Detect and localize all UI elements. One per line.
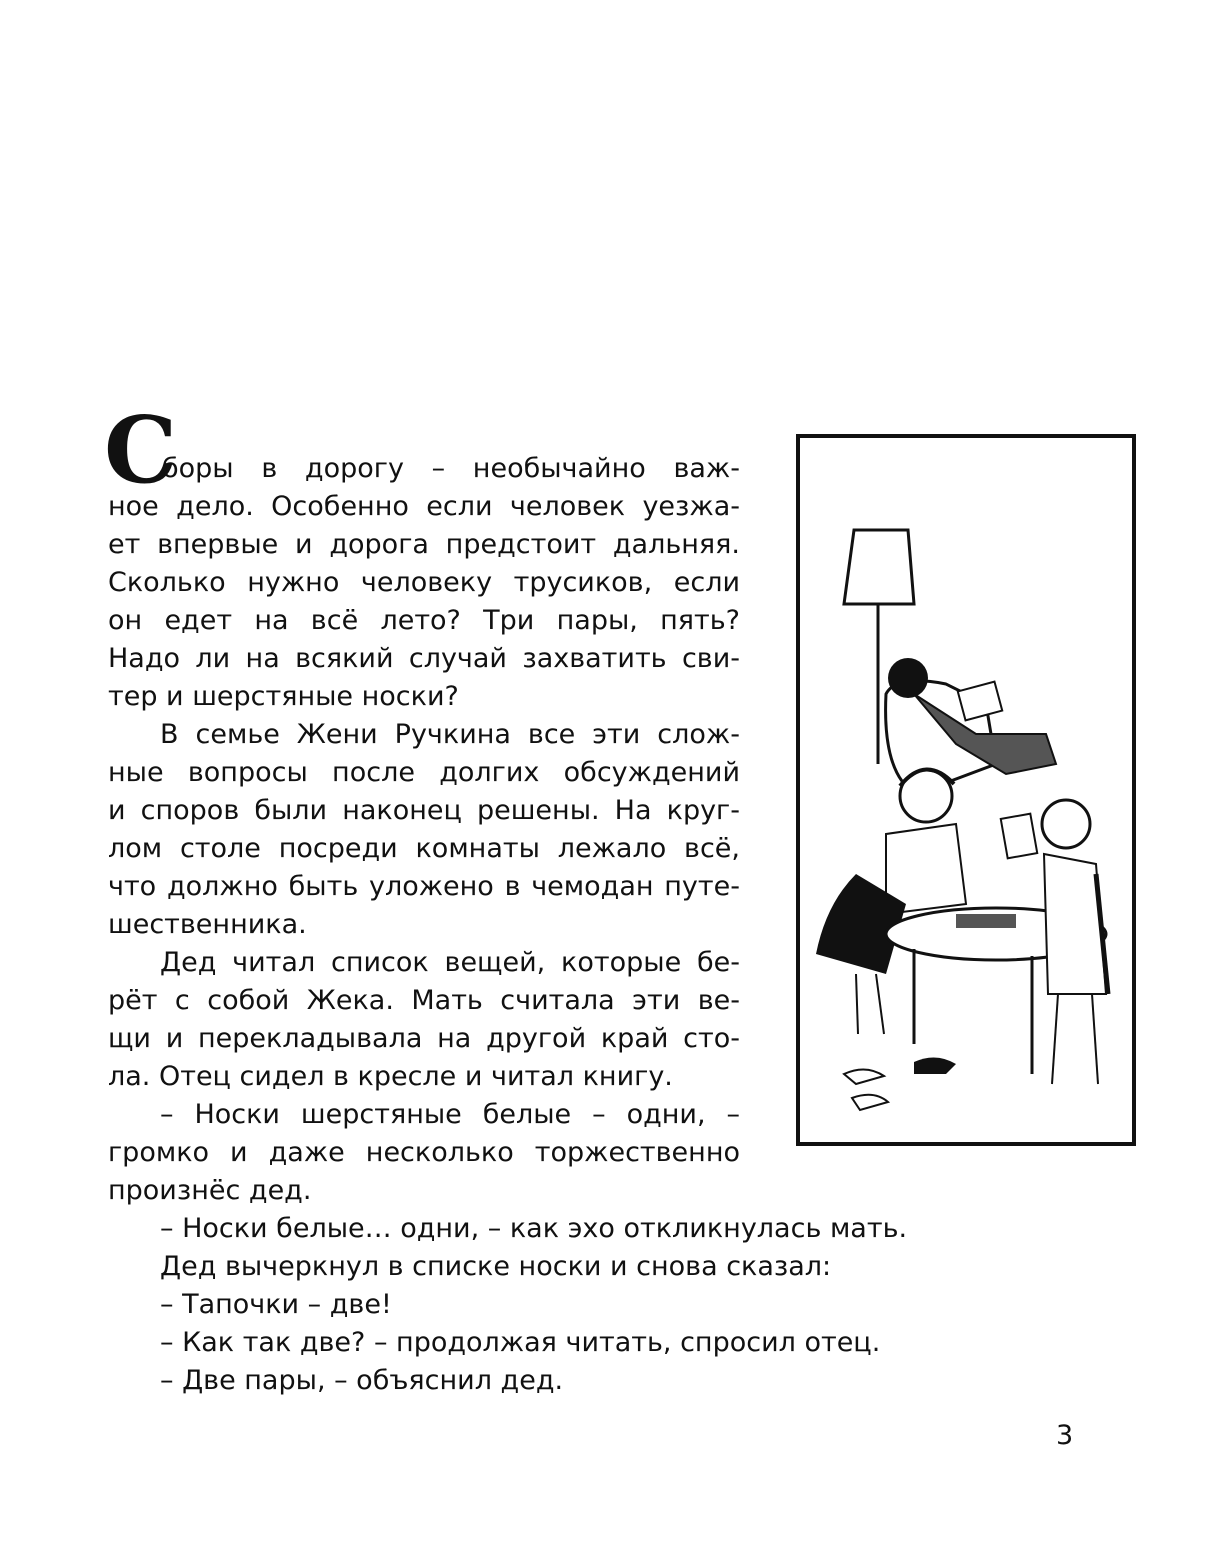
text-line: ла. Отец сидел в кресле и читал книгу. bbox=[108, 1061, 673, 1092]
text-line: В семье Жени Ручкина все эти слож- bbox=[160, 719, 740, 750]
text-line: шественника. bbox=[108, 909, 307, 940]
text-line: – Как так две? – продолжая читать, спросил отец. bbox=[160, 1327, 881, 1358]
text-line: Надо ли на всякий случай захватить сви- bbox=[108, 643, 740, 674]
family-packing-illustration bbox=[796, 434, 1136, 1146]
text-line: что должно быть уложено в чемодан путе- bbox=[108, 871, 740, 902]
text-line: ет впервые и дорога предстоит дальняя. bbox=[108, 529, 740, 560]
text-line: и споров были наконец решены. На круг- bbox=[108, 795, 740, 826]
text-line: Дед вычеркнул в списке носки и снова сказал: bbox=[160, 1251, 832, 1282]
text-line: произнёс дед. bbox=[108, 1175, 312, 1206]
page-number: 3 bbox=[1056, 1420, 1074, 1451]
text-line: Сколько нужно человеку трусиков, если bbox=[108, 567, 740, 598]
text-line: – Носки шерстяные белые – одни, – bbox=[160, 1099, 740, 1130]
text-line: лом столе посреди комнаты лежало всё, bbox=[108, 833, 740, 864]
text-line: ное дело. Особенно если человек уезжа- bbox=[108, 491, 740, 522]
text-line: – Тапочки – две! bbox=[160, 1289, 392, 1320]
text-line: громко и даже несколько торжественно bbox=[108, 1137, 740, 1168]
text-line: он едет на всё лето? Три пары, пять? bbox=[108, 605, 740, 636]
text-line: ные вопросы после долгих обсуждений bbox=[108, 757, 740, 788]
text-line: рёт с собой Жека. Мать считала эти ве- bbox=[108, 985, 740, 1016]
text-line: боры в дорогу – необычайно важ- bbox=[162, 453, 740, 484]
text-line: – Носки белые… одни, – как эхо откликнулась мать. bbox=[160, 1213, 908, 1244]
text-line: Дед читал список вещей, которые бе- bbox=[160, 947, 740, 978]
text-line: – Две пары, – объяснил дед. bbox=[160, 1365, 564, 1396]
drop-cap: С bbox=[104, 396, 178, 504]
text-line: тер и шерстяные носки? bbox=[108, 681, 459, 712]
text-line: щи и перекладывала на другой край сто- bbox=[108, 1023, 740, 1054]
